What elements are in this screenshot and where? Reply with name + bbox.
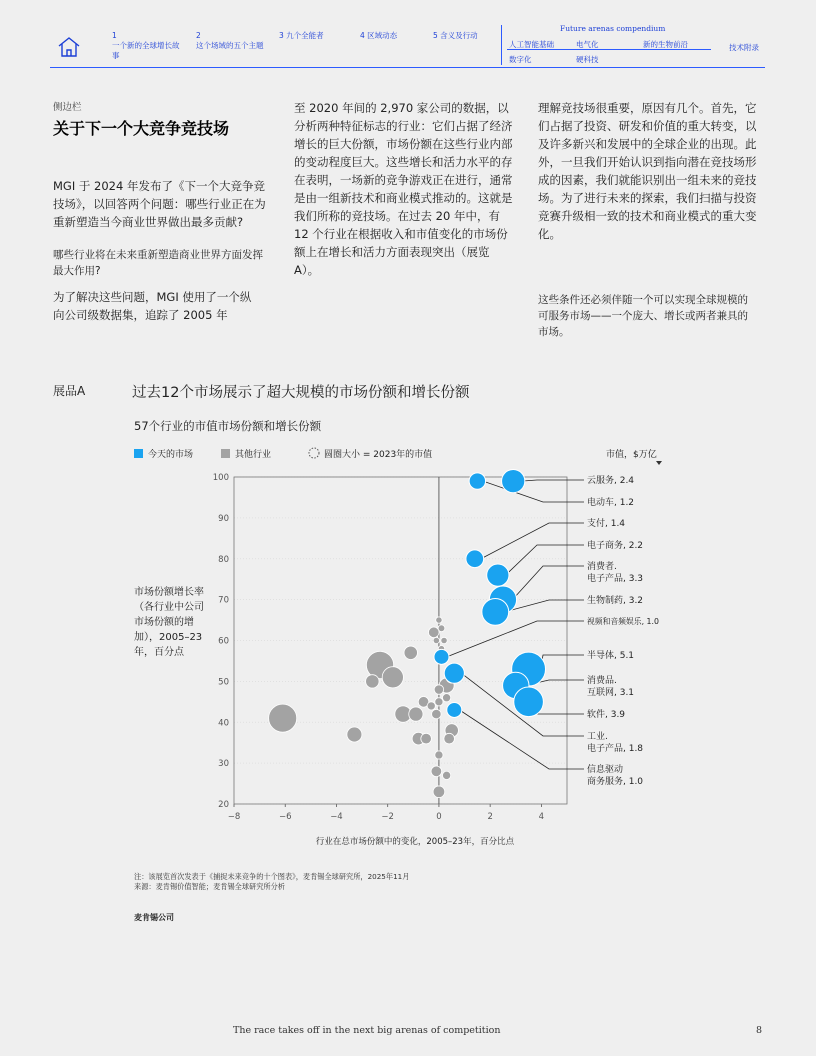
arena-bubble (444, 663, 464, 683)
col1-paragraph-1: MGI 于 2024 年发布了《下一个大竞争竞技场》，以回答两个问题：哪些行业正在为重新塑造当今商业世界做出最多贡献? (53, 179, 266, 229)
nav-item-4[interactable] (360, 31, 405, 41)
footnote (134, 872, 409, 891)
y-tick-label: 90 (218, 513, 229, 524)
y-tick-label: 20 (218, 800, 229, 810)
other-industry-bubble (427, 702, 435, 710)
x-tick-label: −6 (278, 812, 292, 822)
arena-label: 软件, 3.9 (587, 710, 626, 720)
leader-line (512, 566, 584, 600)
page-number: 8 (756, 1025, 763, 1036)
other-industry-bubble (404, 646, 417, 659)
arena-label: 电子产品, 3.3 (587, 574, 644, 584)
y-tick-label: 70 (218, 595, 229, 606)
x-tick-label: 4 (538, 812, 545, 822)
nav-item-1[interactable] (112, 31, 182, 61)
legend-size (308, 447, 432, 460)
arena-label: 电子商务, 2.2 (587, 541, 644, 551)
other-industry-bubble (409, 707, 423, 721)
top-navigation (0, 0, 816, 70)
arena-label: 消费者. (587, 562, 617, 572)
nav-item-2[interactable] (196, 31, 266, 51)
legend-today-label: 今天的市场 (148, 450, 194, 460)
value-header-label: 市值，$万亿 (606, 450, 657, 460)
compendium-tag-bio[interactable]: 新的生物前沿 (643, 40, 688, 49)
leader-line (447, 621, 584, 657)
x-tick-label: −4 (330, 812, 343, 822)
plot-frame (234, 477, 567, 804)
arena-label: 生物制药, 3.2 (587, 596, 644, 606)
nav-item-3[interactable] (279, 31, 329, 41)
nav-item-number: 2 (196, 31, 201, 40)
nav-item-number: 4 (360, 31, 365, 40)
page-footer-title: The race takes off in the next big arenas of competition (233, 1025, 501, 1036)
compendium-tag-hardtech[interactable]: 硬科技 (576, 55, 599, 64)
other-industry-bubble (444, 733, 455, 744)
arena-label: 云服务, 2.4 (587, 476, 635, 486)
footnote-note: 注：该展览首次发表于《捕捉未来竞争的十个图表》，麦肯锡全球研究所，2025年11月 (134, 872, 410, 881)
leader-line (537, 702, 584, 714)
arena-label: 商务服务, 1.0 (587, 777, 644, 787)
other-industry-bubble (435, 698, 443, 706)
legend-other (221, 447, 271, 460)
other-industry-bubble (382, 667, 403, 688)
nav-item-number: 3 (279, 31, 284, 40)
other-industry-bubble (433, 786, 445, 798)
sidebar-label: 侧边栏 (53, 102, 82, 113)
col1-paragraph-3: 为了解决这些问题，MGI 使用了一个纵向公司级数据集，追踪了 2005 年 (53, 290, 252, 322)
y-tick-label: 30 (218, 759, 229, 770)
other-industry-bubble (442, 694, 450, 702)
nav-item-5[interactable] (433, 31, 478, 41)
y-tick-label: 50 (218, 677, 229, 688)
nav-item-label: 这个场域的五个主题 (196, 41, 264, 50)
compendium-tag-ai[interactable]: 人工智能基础 (509, 40, 554, 49)
arena-bubble (502, 469, 525, 492)
arena-bubble (434, 649, 449, 664)
leader-line (540, 655, 584, 669)
arena-label: 消费品. (587, 676, 617, 686)
other-industry-bubble (436, 617, 442, 623)
arena-label: 视频和音频娱乐, 1.0 (587, 617, 659, 626)
exhibit-title: 过去12个市场展示了超大规模的市场份额和增长份额 (132, 385, 470, 401)
other-industry-bubble (421, 733, 432, 744)
nav-appendix[interactable]: 技术附录 (729, 43, 759, 52)
other-industry-bubble (442, 771, 450, 779)
chart-axes (213, 473, 567, 822)
arena-bubbles (434, 469, 546, 717)
other-industry-bubble (441, 637, 447, 643)
legend-swatch-other (221, 449, 230, 458)
arena-label: 互联网, 3.1 (587, 688, 635, 698)
compendium-tag-electrification[interactable]: 电气化 (576, 40, 599, 49)
home-icon[interactable] (57, 36, 81, 58)
nav-item-label: 含义及行动 (440, 31, 478, 40)
x-axis-title: 行业在总市场份额中的变化，2005–23年，百分比点 (315, 837, 515, 847)
nav-item-label: 九个全能者 (286, 31, 324, 40)
arena-labels (587, 474, 659, 787)
nav-item-label: 一个新的全球增长故事 (112, 41, 180, 60)
arena-label: 电动车, 1.2 (587, 498, 635, 508)
arena-bubble (466, 550, 484, 568)
nav-divider (501, 25, 502, 65)
arena-bubble (469, 473, 485, 489)
y-axis-title: 市场份额增长率（各行业中公司市场份额的增加），2005–23年，百分点 (134, 587, 204, 658)
scatter-chart (200, 465, 670, 865)
y-tick-label: 40 (218, 718, 229, 729)
other-industry-bubble (438, 625, 445, 632)
arena-label: 信息驱动 (587, 765, 624, 775)
arena-label: 工业. (587, 732, 608, 742)
arena-label: 半导体, 5.1 (587, 651, 635, 661)
other-industry-bubble (432, 709, 441, 718)
other-industry-bubble (428, 627, 439, 638)
legend-size-label: 圆圈大小 = 2023年的市值 (324, 450, 433, 460)
nav-underline (50, 67, 765, 68)
leader-line (460, 710, 584, 769)
y-tick-label: 80 (218, 554, 229, 565)
compendium-tag-digital[interactable]: 数字化 (509, 55, 532, 64)
legend-swatch-arena (134, 449, 143, 458)
col3-paragraph-2: 这些条件还必须伴随一个可以实现全球规模的可服务市场——一个庞大、增长或两者兼具的市场。 (538, 294, 748, 338)
leader-line (483, 481, 584, 502)
chart-grid (234, 477, 567, 804)
leader-lines (447, 480, 584, 769)
x-tick-label: −2 (381, 812, 394, 822)
other-industry-bubble (347, 727, 362, 742)
col2-paragraph-1: 至 2020 年间的 2,970 家公司的数据，以分析两种特征标志的行业：它们占据了经济增长的巨大份额，市场份额在这些行业内部的变动程度巨大。这些增长和活力水平的存在表明，一场新的竞争游戏正在进行，通常是由一组新技术和商业模式推动的。这就是我们所称的竞技场。在过去 20 年中，有 12 个行业在根据收入和市值变化的市场份额上在增长和活力方面表现突出（展览 A）。 (294, 101, 513, 277)
other-industry-bubble (269, 704, 297, 732)
legend-size-circle-icon (308, 447, 320, 459)
x-tick-label: 0 (436, 812, 442, 822)
other-industry-bubble (431, 766, 442, 777)
y-tick-label: 100 (212, 473, 229, 483)
other-industry-bubble (434, 685, 443, 694)
arena-bubble (487, 564, 509, 586)
leader-line (481, 523, 584, 559)
nav-item-number: 5 (433, 31, 438, 40)
legend-today (134, 447, 193, 460)
x-tick-label: 2 (487, 812, 493, 822)
other-industries-bubbles (269, 617, 459, 798)
exhibit-label: 展品A (53, 384, 86, 398)
chart-subtitle: 57个行业的市值市场份额和增长份额 (134, 419, 322, 433)
sidebar-title: 关于下一个大竞争竞技场 (53, 119, 230, 138)
col3-paragraph-1: 理解竞技场很重要，原因有几个。首先，它们占据了投资、研发和价值的重大转变，以及许多新兴和发展中的全球企业的出现。此外，一旦我们开始认识到指向潜在竞技场形成的因素，我们就能识别出一组未来的竞技场。为了进行未来的探索，我们扫描与投资竞赛升级相一致的技术和商业模式的重大变化。 (538, 101, 757, 241)
leader-line (506, 545, 584, 575)
other-industry-bubble (435, 751, 443, 759)
col1-paragraph-2: 哪些行业将在未来重新塑造商业世界方面发挥最大作用? (53, 249, 263, 277)
publisher: 麦肯锡公司 (134, 913, 174, 922)
compendium-title: Future arenas compendium (560, 24, 666, 33)
nav-item-label: 区域动态 (367, 31, 398, 40)
legend-other-label: 其他行业 (235, 450, 272, 460)
arena-bubble (482, 598, 509, 625)
other-industry-bubble (366, 675, 379, 688)
arena-label: 电子产品, 1.8 (587, 744, 644, 754)
y-tick-label: 60 (218, 636, 229, 647)
arena-bubble (514, 687, 544, 717)
value-header (606, 447, 657, 460)
x-tick-label: −8 (227, 812, 241, 822)
arena-label: 支付, 1.4 (587, 519, 626, 529)
leader-line (521, 480, 584, 481)
other-industry-bubble (433, 637, 439, 643)
arena-bubble (447, 702, 462, 717)
footnote-source: 来源：麦肯锡价值智能；麦肯锡全球研究所分析 (134, 881, 285, 891)
nav-item-number: 1 (112, 31, 117, 40)
